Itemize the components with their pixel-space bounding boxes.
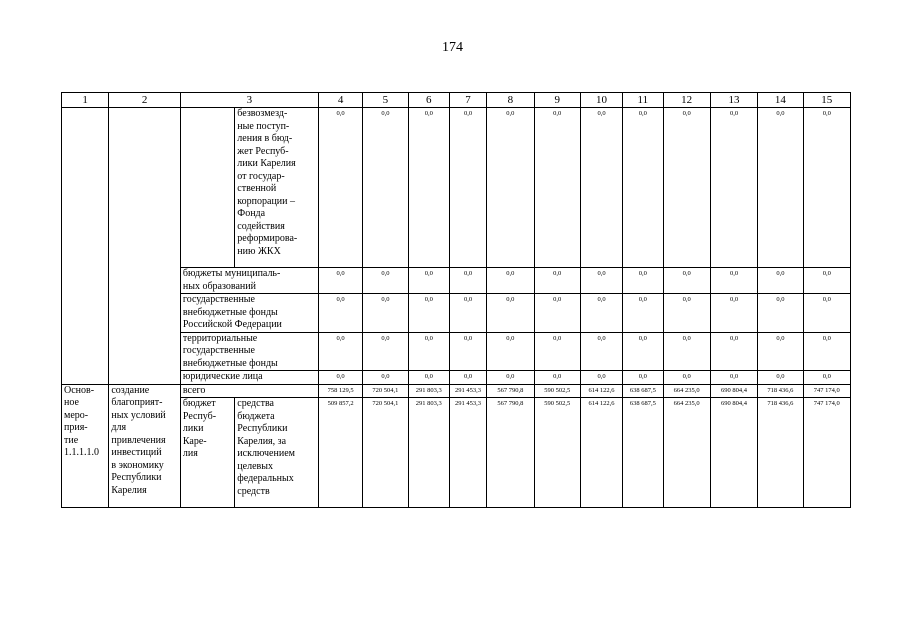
value-cell: 718 436,6	[758, 384, 803, 398]
header-cell: 10	[580, 93, 622, 108]
value-cell: 0,0	[710, 268, 757, 294]
value-cell: 690 804,4	[710, 384, 757, 398]
header-cell: 9	[534, 93, 580, 108]
value-cell: 567 790,8	[487, 398, 534, 508]
value-cell: 0,0	[487, 268, 534, 294]
value-cell: 0,0	[803, 332, 850, 371]
value-cell: 0,0	[580, 108, 622, 268]
value-cell: 590 502,5	[534, 398, 580, 508]
header-cell: 5	[363, 93, 408, 108]
value-cell: 0,0	[408, 332, 449, 371]
header-cell: 14	[758, 93, 803, 108]
value-cell: 509 857,2	[318, 398, 362, 508]
row-label: территориальные государственные внебюджетные фонды	[180, 332, 318, 371]
value-cell: 747 174,0	[803, 384, 850, 398]
value-cell: 0,0	[803, 268, 850, 294]
header-cell: 8	[487, 93, 534, 108]
value-cell: 0,0	[363, 294, 408, 333]
header-cell: 3	[180, 93, 318, 108]
value-cell: 0,0	[318, 294, 362, 333]
value-cell: 0,0	[363, 268, 408, 294]
row-label: всего	[180, 384, 318, 398]
value-cell: 0,0	[408, 268, 449, 294]
value-cell: 590 502,5	[534, 384, 580, 398]
header-cell: 2	[109, 93, 181, 108]
value-cell: 0,0	[534, 332, 580, 371]
header-row	[62, 93, 851, 108]
value-cell: 0,0	[623, 371, 663, 385]
value-cell: 0,0	[758, 268, 803, 294]
value-cell: 0,0	[803, 371, 850, 385]
value-cell: 0,0	[318, 268, 362, 294]
activity-name: создание благоприят- ных условий для привлечения инвестиций в экономику Республики Карелия	[109, 384, 181, 508]
value-cell: 0,0	[534, 108, 580, 268]
header-cell: 13	[710, 93, 757, 108]
row-label: государственные внебюджетные фонды Российской Федерации	[180, 294, 318, 333]
header-cell: 4	[318, 93, 362, 108]
value-cell: 0,0	[534, 294, 580, 333]
value-cell: 690 804,4	[710, 398, 757, 508]
value-cell: 0,0	[803, 108, 850, 268]
row-sublabel: средства бюджета Республики Карелия, за исключением целевых федеральных средств	[235, 398, 319, 508]
value-cell: 614 122,6	[580, 384, 622, 398]
value-cell: 758 129,5	[318, 384, 362, 398]
value-cell: 0,0	[803, 294, 850, 333]
table-row	[62, 332, 851, 371]
budget-table	[61, 92, 851, 508]
header-cell: 7	[449, 93, 486, 108]
value-cell: 0,0	[318, 332, 362, 371]
value-cell: 0,0	[487, 294, 534, 333]
value-cell: 638 687,5	[623, 398, 663, 508]
value-cell: 291 453,3	[449, 398, 486, 508]
value-cell: 720 504,1	[363, 384, 408, 398]
value-cell: 0,0	[580, 268, 622, 294]
value-cell: 0,0	[580, 332, 622, 371]
value-cell: 0,0	[710, 371, 757, 385]
row-label: бюджеты муниципаль- ных образований	[180, 268, 318, 294]
value-cell: 291 803,3	[408, 384, 449, 398]
value-cell: 720 504,1	[363, 398, 408, 508]
value-cell: 0,0	[663, 294, 710, 333]
row-label: юридические лица	[180, 371, 318, 385]
value-cell: 0,0	[487, 371, 534, 385]
value-cell: 0,0	[408, 371, 449, 385]
value-cell: 0,0	[710, 294, 757, 333]
value-cell: 0,0	[449, 294, 486, 333]
value-cell: 0,0	[623, 294, 663, 333]
header-cell: 11	[623, 93, 663, 108]
value-cell: 0,0	[758, 332, 803, 371]
table-row	[62, 384, 851, 398]
value-cell: 0,0	[408, 294, 449, 333]
value-cell: 0,0	[318, 371, 362, 385]
value-cell: 0,0	[449, 108, 486, 268]
value-cell: 0,0	[408, 108, 449, 268]
value-cell: 638 687,5	[623, 384, 663, 398]
value-cell: 0,0	[449, 268, 486, 294]
value-cell: 0,0	[363, 371, 408, 385]
table-row	[62, 398, 851, 508]
value-cell: 0,0	[534, 268, 580, 294]
value-cell: 747 174,0	[803, 398, 850, 508]
activity-code: Основ- ное меро- прия- тие 1.1.1.1.0	[62, 384, 109, 508]
value-cell: 664 235,0	[663, 384, 710, 398]
value-cell: 0,0	[663, 371, 710, 385]
value-cell: 0,0	[363, 332, 408, 371]
page-number: 174	[442, 40, 463, 55]
value-cell: 0,0	[318, 108, 362, 268]
table-row	[62, 108, 851, 268]
row-label: безвозмезд- ные поступ- ления в бюд- жет Респуб- лики Карелия от государ- ственной корпорации – Фонда содействия реформирова- нию ЖКХ	[235, 108, 319, 268]
value-cell: 0,0	[580, 371, 622, 385]
header-cell: 12	[663, 93, 710, 108]
value-cell: 0,0	[487, 332, 534, 371]
value-cell: 291 803,3	[408, 398, 449, 508]
value-cell: 0,0	[449, 371, 486, 385]
empty-cell	[62, 108, 109, 385]
value-cell: 0,0	[534, 371, 580, 385]
value-cell: 0,0	[663, 268, 710, 294]
header-cell: 6	[408, 93, 449, 108]
value-cell: 0,0	[623, 268, 663, 294]
header-cell: 15	[803, 93, 850, 108]
value-cell: 0,0	[487, 108, 534, 268]
table-row	[62, 371, 851, 385]
value-cell: 0,0	[663, 332, 710, 371]
value-cell: 0,0	[758, 371, 803, 385]
value-cell: 664 235,0	[663, 398, 710, 508]
value-cell: 291 453,3	[449, 384, 486, 398]
row-label: бюджет Респуб- лики Каре- лия	[180, 398, 234, 508]
value-cell: 0,0	[623, 108, 663, 268]
value-cell: 0,0	[758, 108, 803, 268]
value-cell: 0,0	[758, 294, 803, 333]
value-cell: 0,0	[710, 332, 757, 371]
value-cell: 567 790,8	[487, 384, 534, 398]
value-cell: 0,0	[623, 332, 663, 371]
value-cell: 0,0	[580, 294, 622, 333]
value-cell: 718 436,6	[758, 398, 803, 508]
table-row	[62, 268, 851, 294]
value-cell: 0,0	[710, 108, 757, 268]
value-cell: 0,0	[449, 332, 486, 371]
value-cell: 614 122,6	[580, 398, 622, 508]
value-cell: 0,0	[363, 108, 408, 268]
empty-cell	[109, 108, 181, 385]
value-cell: 0,0	[663, 108, 710, 268]
empty-cell	[180, 108, 234, 268]
table-row	[62, 294, 851, 333]
header-cell: 1	[62, 93, 109, 108]
